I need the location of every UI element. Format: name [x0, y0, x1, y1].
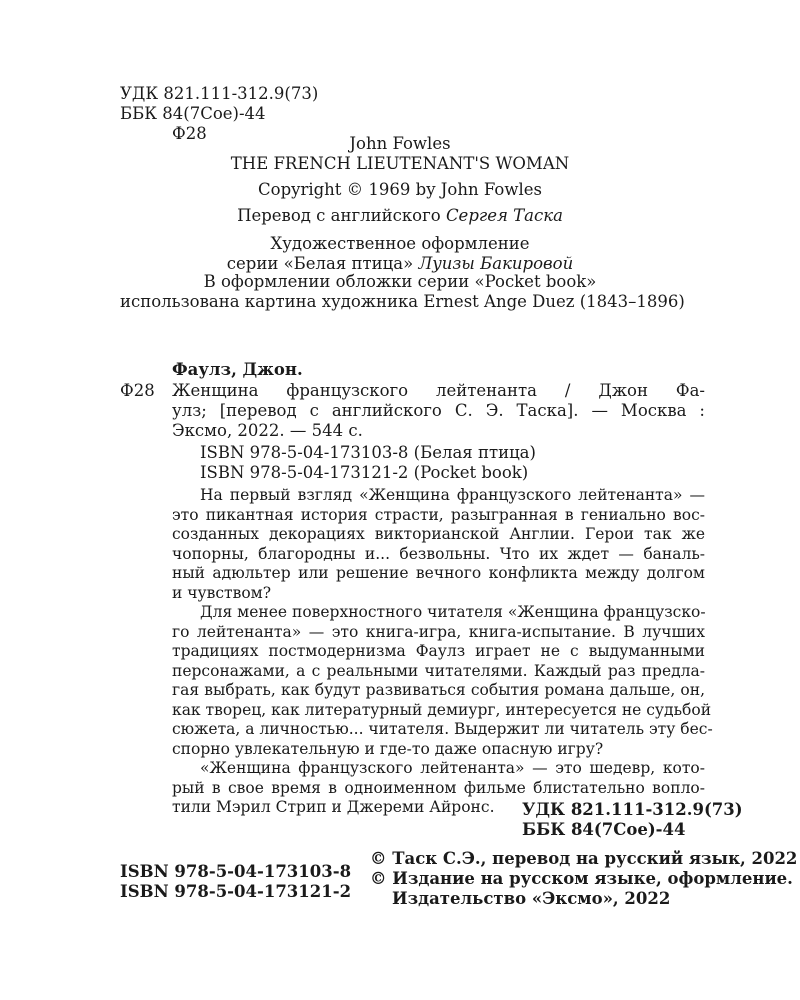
credits-block [120, 134, 680, 174]
record-isbn-1: ISBN 978-5-04-173103-8 (Белая птица) [200, 443, 536, 462]
annotation-line: это пикантная история страсти, разыгранная в гениально вос- [172, 505, 705, 524]
record-isbn-2: ISBN 978-5-04-173121-2 (Pocket book) [200, 463, 529, 482]
cover-line-1: В оформлении обложки серии «Pocket book» [203, 272, 597, 291]
copyright-edition: © Издание на русском языке, оформление. [370, 869, 793, 888]
annotation-line: созданных декорациях викторианской Англии. Герои так же [172, 525, 705, 543]
annotation-line: Для менее поверхностного читателя «Женщина французско- [200, 603, 706, 621]
record-line: улз; [перевод с английского С. Э. Таска]. — Москва : [172, 401, 705, 420]
original-author: John Fowles [349, 134, 451, 153]
copyright-translation: © Таск С.Э., перевод на русский язык, 2022 [370, 849, 798, 868]
udk-code-repeat: УДК 821.111-312.9(73) [522, 800, 743, 819]
designer-name: Луизы Бакировой [418, 254, 574, 273]
annotation-line: го лейтенанта» — это книга-игра, книга-испытание. В лучших [172, 622, 705, 641]
cover-credit [120, 272, 685, 312]
cover-line-2: использована картина художника Ernest Ange Duez (1843–1896) [120, 292, 685, 311]
design-series: серии «Белая птица» [226, 254, 419, 273]
annotation-line: тили Мэрил Стрип и Джереми Айронс. [172, 798, 495, 816]
annotation-line: традициях постмодернизма Фаулз играет не с выдуманными [172, 642, 705, 660]
design-credit [120, 234, 680, 274]
annotation-line: «Женщина французского лейтенанта» — это шедевр, кото- [200, 759, 705, 777]
record-line: Эксмо, 2022. — 544 с. [172, 421, 363, 440]
annotation-line: персонажами, а с реальными читателями. Каждый раз предла- [172, 661, 705, 680]
annotation-line: как творец, как литературный демиург, интересуется не судьбой [172, 700, 712, 719]
copyright-publisher: Издательство «Эксмо», 2022 [392, 889, 671, 908]
annotation-line: спорно увлекательную и где-то даже опасную игру? [172, 739, 604, 758]
bbk-code: ББК 84(7Сое)-44 [120, 104, 266, 123]
annotation-paragraph-1 [172, 486, 705, 603]
design-line-2 [120, 254, 680, 274]
annotation-line: сюжета, а личностью... читателя. Выдержит ли читатель эту бес- [172, 720, 713, 738]
footer-isbn-2: ISBN 978-5-04-173121-2 [120, 882, 352, 901]
copyright-notice: Copyright © 1969 by John Fowles [258, 180, 542, 199]
annotation-line: чопорны, благородны и... безвольны. Что их ждет — баналь- [172, 544, 705, 563]
footer-isbn-1: ISBN 978-5-04-173103-8 [120, 862, 352, 881]
annotation-line: На первый взгляд «Женщина французского лейтенанта» — [200, 486, 705, 504]
record-heading: Фаулз, Джон. [172, 360, 303, 379]
record-line: Женщина французского лейтенанта / Джон Фа- [172, 381, 705, 400]
translator-name: Сергея Таска [445, 206, 563, 225]
translation-prefix: Перевод с английского [237, 206, 446, 225]
annotation-line: рый в свое время в одноименном фильме блистательно вопло- [172, 778, 705, 797]
author-mark: Ф28 [172, 124, 207, 143]
bbk-code-repeat: ББК 84(7Сое)-44 [522, 820, 686, 839]
record-description [172, 381, 705, 441]
udk-code: УДК 821.111-312.9(73) [120, 84, 319, 103]
annotation-line: и чувством? [172, 583, 272, 602]
translation-credit [120, 206, 680, 226]
record-mark: Ф28 [120, 381, 155, 400]
design-line-1: Художественное оформление [270, 234, 530, 253]
original-title: THE FRENCH LIEUTENANT'S WOMAN [230, 154, 570, 173]
annotation-line: гая выбрать, как будут развиваться события романа дальше, он, [172, 681, 705, 699]
annotation-line: ный адюльтер или решение вечного конфликта между долгом [172, 564, 705, 582]
annotation-paragraph-2 [172, 603, 713, 759]
